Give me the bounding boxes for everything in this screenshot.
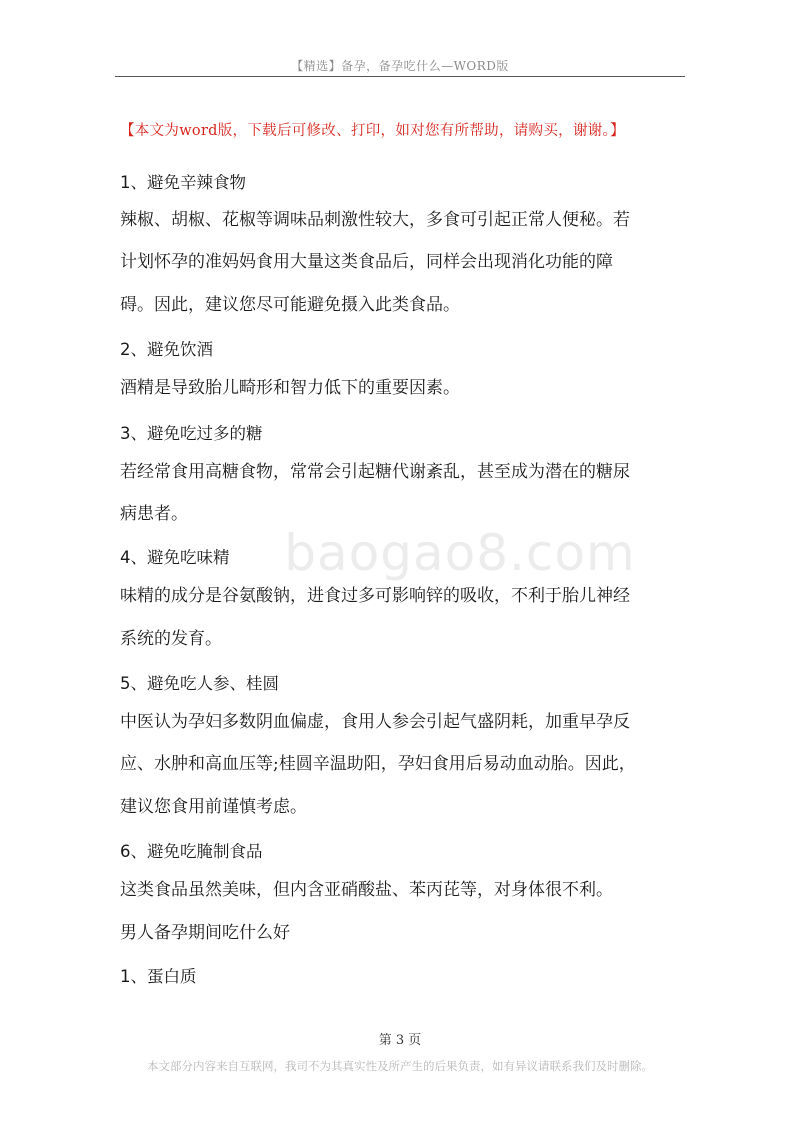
body-line: 2、避免饮酒 (120, 340, 213, 359)
watermark: baogao8.com (284, 524, 636, 582)
body-line: 应、水肿和高血压等;桂圆辛温助阳，孕妇食用后易动血动胎。因此， (120, 754, 636, 774)
page-number: 第 3 页 (378, 1033, 422, 1048)
body-line: 味精的成分是谷氨酸钠，进食过多可影响锌的吸收，不利于胎儿神经 (120, 586, 630, 606)
body-line: 男人备孕期间吃什么好 (120, 923, 290, 943)
body-line: 辣椒、胡椒、花椒等调味品刺激性较大，多食可引起正常人便秘。若 (120, 210, 630, 230)
body-line: 碍。因此，建议您尽可能避免摄入此类食品。 (120, 295, 460, 315)
body-line: 病患者。 (120, 504, 188, 524)
body-line: 酒精是导致胎儿畸形和智力低下的重要因素。 (120, 378, 460, 398)
body-line: 6、避免吃腌制食品 (120, 842, 263, 861)
notice-text: 【本文为word版，下载后可修改、打印，如对您有所帮助，请购买，谢谢。】 (120, 123, 625, 139)
body-line: 4、避免吃味精 (120, 548, 230, 567)
body-line: 系统的发育。 (120, 629, 222, 649)
body-line: 3、避免吃过多的糖 (120, 424, 263, 443)
body-line: 1、蛋白质 (120, 967, 197, 986)
body-line: 计划怀孕的准妈妈食用大量这类食品后，同样会出现消化功能的障 (120, 252, 613, 272)
body-line: 中医认为孕妇多数阴血偏虚，食用人参会引起气盛阴耗，加重早孕反 (120, 712, 630, 732)
header-divider (115, 76, 685, 77)
body-line: 建议您食用前谨慎考虑。 (120, 797, 307, 817)
body-line: 1、避免辛辣食物 (120, 173, 246, 192)
body-line: 5、避免吃人参、桂圆 (120, 674, 279, 693)
body-line: 若经常食用高糖食物，常常会引起糖代谢紊乱，甚至成为潜在的糖尿 (120, 462, 630, 482)
page-header: 【精选】备孕，备孕吃什么—WORD版 (291, 59, 509, 73)
footer-disclaimer: 本文部分内容来自互联网，我司不为其真实性及所产生的后果负责，如有异议请联系我们及时删除。 (147, 1059, 653, 1073)
body-line: 这类食品虽然美味，但内含亚硝酸盐、苯丙芘等，对身体很不利。 (120, 880, 613, 900)
